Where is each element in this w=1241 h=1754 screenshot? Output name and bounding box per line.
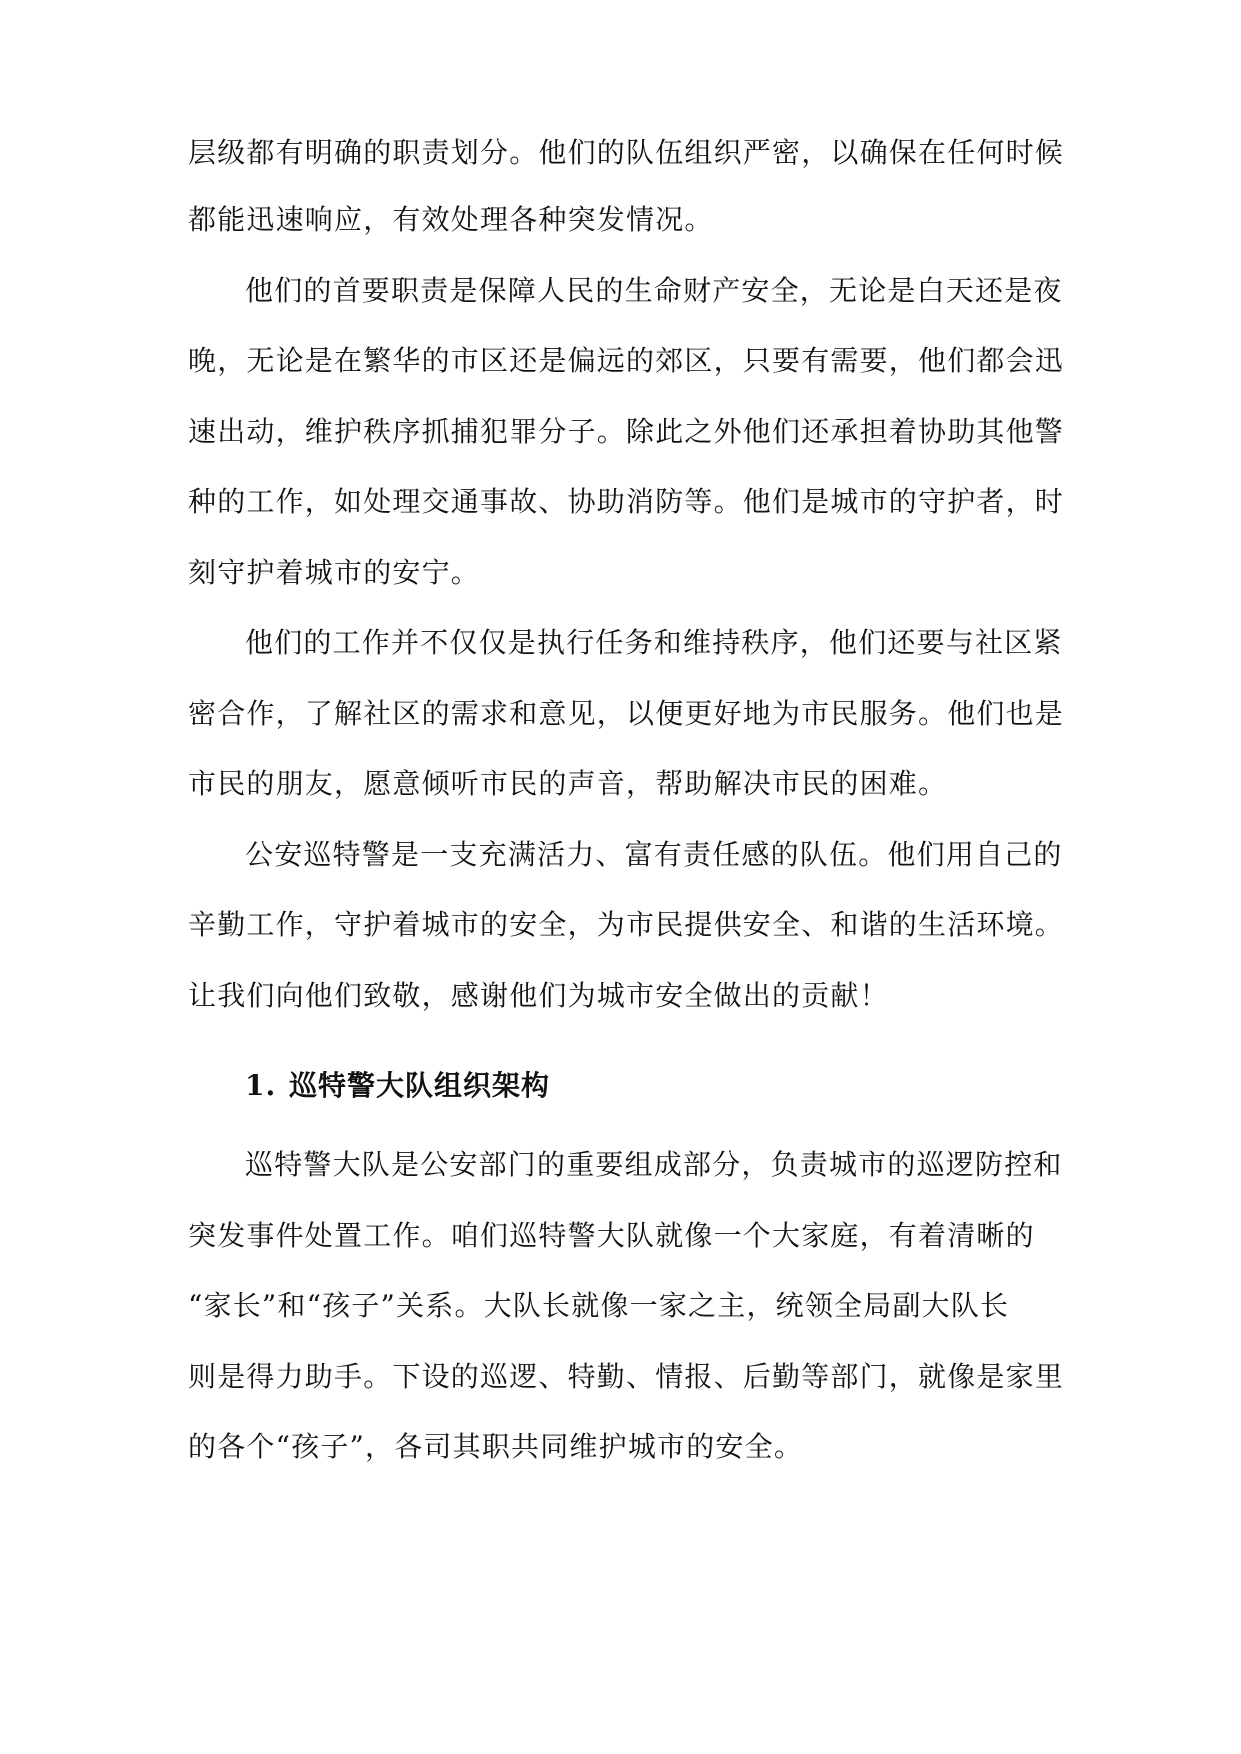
paragraph-line: 让我们向他们致敬，感谢他们为城市安全做出的贡献！ [188,979,889,1012]
paragraph-line: 则是得力助手。下设的巡逻、特勤、情报、后勤等部门，就像是家里 [188,1360,1065,1393]
paragraph-line: 市民的朋友，愿意倾听市民的声音，帮助解决市民的困难。 [188,767,948,800]
paragraph-line: 种的工作，如处理交通事故、协助消防等。他们是城市的守护者，时 [188,485,1065,518]
section-number: 1. [245,1069,277,1102]
paragraph-line: 层级都有明确的职责划分。他们的队伍组织严密，以确保在任何时候 [188,136,1065,169]
paragraph-line: 刻守护着城市的安宁。 [188,556,481,589]
paragraph-line: 他们的工作并不仅仅是执行任务和维持秩序，他们还要与社区紧 [245,626,1063,659]
section-heading [245,1066,1068,1106]
paragraph-line: 他们的首要职责是保障人民的生命财产安全，无论是白天还是夜 [245,274,1063,307]
paragraph-line: 的各个“孩子”，各司其职共同维护城市的安全。 [188,1430,804,1463]
section-title: 巡特警大队组织架构 [289,1069,551,1102]
paragraph-line: 晚，无论是在繁华的市区还是偏远的郊区，只要有需要，他们都会迅 [188,344,1065,377]
paragraph-line: 速出动，维护秩序抓捕犯罪分子。除此之外他们还承担着协助其他警 [188,415,1065,448]
paragraph-line: 密合作，了解社区的需求和意见，以便更好地为市民服务。他们也是 [188,697,1065,730]
paragraph-line: 都能迅速响应，有效处理各种突发情况。 [188,203,714,236]
paragraph-line: 巡特警大队是公安部门的重要组成部分，负责城市的巡逻防控和 [245,1148,1063,1181]
paragraph-line: 突发事件处置工作。咱们巡特警大队就像一个大家庭，有着清晰的 [188,1219,1035,1252]
paragraph-line: “家长”和“孩子”关系。大队长就像一家之主，统领全局副大队长 [188,1289,1010,1322]
paragraph-line: 公安巡特警是一支充满活力、富有责任感的队伍。他们用自己的 [245,838,1063,871]
paragraph-line: 辛勤工作，守护着城市的安全，为市民提供安全、和谐的生活环境。 [188,908,1065,941]
